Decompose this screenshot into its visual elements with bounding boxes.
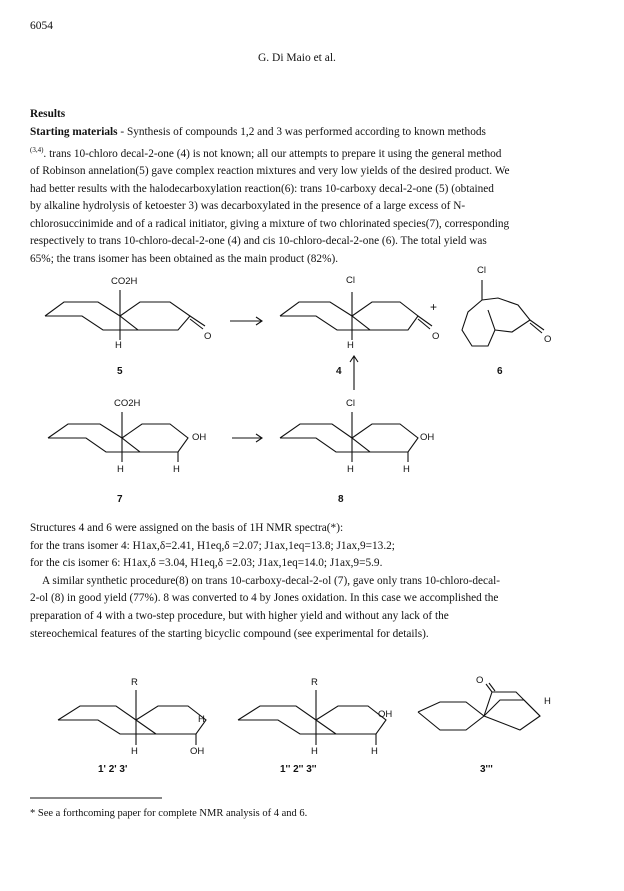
para2-line1: Structures 4 and 6 were assigned on the basis of 1H NMR spectra(*): bbox=[30, 522, 344, 534]
para2-line2: for the trans isomer 4: H1ax,δ=2.41, H1eq,δ =2.07; J1ax,1eq=13.8; J1ax,9=13.2; bbox=[30, 539, 395, 552]
h-label-7b: H bbox=[173, 464, 180, 475]
compound-label-1p: 1' 2' 3' bbox=[98, 764, 128, 775]
h-label-lactone: H bbox=[544, 696, 551, 707]
running-title: G. Di Maio et al. bbox=[258, 52, 336, 64]
compound-label-5: 5 bbox=[117, 366, 123, 377]
para2-line6: preparation of 4 with a two-step procedure, but with higher yield and without any lack of the bbox=[30, 609, 449, 622]
oh-label-7: OH bbox=[192, 432, 207, 443]
h-label-5: H bbox=[115, 340, 122, 351]
o-label-6: O bbox=[544, 334, 552, 345]
oh-label-s3b: OH bbox=[190, 746, 205, 757]
r-label-1: R bbox=[131, 677, 138, 688]
compound-label-6: 6 bbox=[497, 366, 503, 377]
h-label-s3c: H bbox=[311, 746, 318, 757]
compound-8-structure bbox=[280, 412, 418, 462]
co2h-label-7: CO2H bbox=[114, 398, 141, 409]
h-label-s3d: H bbox=[371, 746, 378, 757]
compound-1p-structure bbox=[58, 690, 206, 745]
h-label-s3a: H bbox=[198, 714, 205, 725]
ref-3-4: (3,4) bbox=[30, 145, 44, 154]
para1-line2-text: . trans 10-chloro decal-2-one (4) is not known; all our attempts to prepare it using the general method bbox=[43, 147, 502, 160]
para1-line3: of Robinson annelation(5) gave complex reaction mixtures and very low yields of the desired product. We bbox=[30, 164, 510, 177]
o-label-lactone: O bbox=[476, 675, 484, 686]
co2h-label-5: CO2H bbox=[111, 276, 138, 287]
cl-label-8: Cl bbox=[346, 398, 355, 409]
o-label-4: O bbox=[432, 331, 440, 342]
h-label-8b: H bbox=[403, 464, 410, 475]
para1-line6: chlorosuccinimide and of a radical initiator, giving a mixture of two chlorinated species(7), corresponding bbox=[30, 217, 510, 230]
page-number: 6054 bbox=[30, 20, 53, 32]
compound-1pp-structure bbox=[238, 690, 386, 745]
compound-3ppp-structure bbox=[418, 683, 540, 730]
h-label-8a: H bbox=[347, 464, 354, 475]
para1-line5: by alkaline hydrolysis of ketoester 3) was decarboxylated in the presence of a large excess of N- bbox=[30, 200, 466, 213]
footnote: * See a forthcoming paper for complete NMR analysis of 4 and 6. bbox=[30, 808, 308, 819]
compound-5-structure bbox=[45, 290, 205, 340]
o-label-5: O bbox=[204, 331, 212, 342]
para1-line8: 65%; the trans isomer has been obtained as the main product (82%). bbox=[30, 252, 339, 265]
h-label-s3b: H bbox=[131, 746, 138, 757]
para1-line4: had better results with the halodecarboxylation reaction(6): trans 10-carboxy decal-2-one (5) (obtained bbox=[30, 182, 494, 195]
para2-line7: stereochemical features of the starting bicyclic compound (see experimental for details). bbox=[30, 627, 429, 640]
compound-label-4: 4 bbox=[336, 366, 342, 377]
compound-label-7: 7 bbox=[117, 494, 123, 505]
compound-label-8: 8 bbox=[338, 494, 344, 505]
lead-heading: Starting materials bbox=[30, 126, 118, 138]
para1-line1-text: - Synthesis of compounds 1,2 and 3 was performed according to known methods bbox=[117, 126, 486, 138]
para2-line3: for the cis isomer 6: H1ax,δ =3.04, H1eq,δ =2.03; J1ax,1eq=14.0; J1ax,9=5.9. bbox=[30, 557, 383, 570]
section-title: Results bbox=[30, 108, 66, 120]
r-label-2: R bbox=[311, 677, 318, 688]
oh-label-s3: OH bbox=[378, 709, 393, 720]
paragraph-structures bbox=[30, 520, 600, 643]
h-label-4: H bbox=[347, 340, 354, 351]
para2-line4: A similar synthetic procedure(8) on trans 10-carboxy-decal-2-ol (7), gave only trans 10-chloro-decal- bbox=[42, 574, 500, 587]
compound-4-structure bbox=[280, 292, 432, 340]
compound-7-structure bbox=[48, 412, 188, 462]
compound-label-1pp: 1'' 2'' 3'' bbox=[280, 764, 317, 775]
cl-label-6: Cl bbox=[477, 265, 486, 276]
compound-6-structure bbox=[462, 280, 544, 346]
compound-label-3ppp: 3''' bbox=[480, 764, 493, 775]
h-label-7a: H bbox=[117, 464, 124, 475]
plus-sign: + bbox=[430, 300, 438, 314]
para2-line5: 2-ol (8) in good yield (77%). 8 was converted to 4 by Jones oxidation. In this case we accomplished the bbox=[30, 592, 499, 605]
para1-line7: respectively to trans 10-chloro-decal-2-one (4) and cis 10-chloro-decal-2-one (6). The total yield was bbox=[30, 235, 487, 248]
oh-label-8: OH bbox=[420, 432, 435, 443]
cl-label-4: Cl bbox=[346, 275, 355, 286]
